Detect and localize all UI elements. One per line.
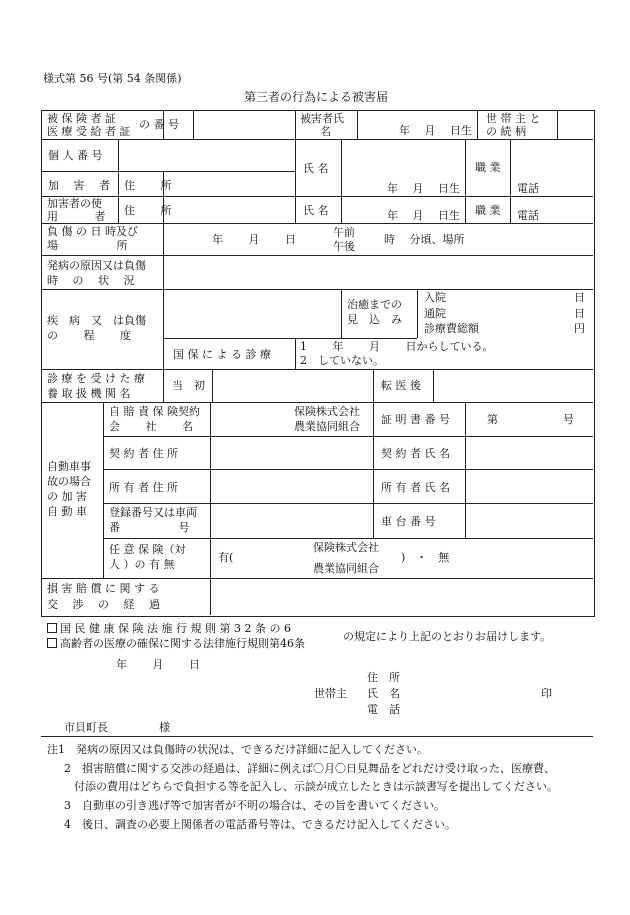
submission-statement: の規定により上記のとおりお届けします。 [343, 630, 552, 643]
nhi-treatment-label: 国 保 に よ る 診 療 [173, 348, 271, 361]
transfer-label: 転 医 後 [381, 379, 421, 392]
employer-job-label: 職 業 [475, 204, 501, 217]
insured-card-label: 被 保 険 者 証 [47, 112, 116, 125]
law-option-1: 国 民 健 康 保 険 法 施 行 規 則 第 3 2 条 の 6 [47, 622, 291, 635]
auto-accident-label-3: の 加 害 [47, 490, 87, 503]
note-3: 3 自動車の引き逃げ等で加害者が不明の場合は、その旨を書いてください。 [64, 799, 445, 812]
chassis-number-label: 車 台 番 号 [381, 515, 436, 528]
cert-dai: 第 [487, 413, 498, 426]
voluntary-insurance-label: 任 意 保 険（対 [109, 543, 186, 556]
auto-accident-label: 自動車事 [47, 460, 91, 473]
am-label: 午前 [333, 226, 355, 239]
liability-insurer-label: 自 賠 責 保 険契約 [109, 405, 200, 418]
employer-address-label: 住 所 [124, 204, 172, 217]
householder-tel-label: 電 話 [367, 703, 400, 716]
insurance-company-suffix: 保険株式会社 [294, 405, 360, 418]
medical-card-label: 医 療 受 給 者 証 [47, 125, 131, 138]
seal-mark: 印 [541, 687, 552, 700]
severity-label-2: の 程 度 [47, 329, 131, 342]
note-1: 注1 発病の原因又は負傷時の状況は、できるだけ詳細に記入してください。 [47, 743, 428, 756]
offender-label: 加 害 者 [48, 179, 110, 192]
contractor-name-label: 契 約 者 氏 名 [381, 447, 450, 460]
inpatient-label: 入院 [424, 291, 446, 304]
employer-label-2: 用 者 [47, 210, 106, 223]
form-number: 様式第 56 号(第 54 条関係) [43, 72, 182, 85]
nhi-option-1: 1 年 月 日からしている。 [300, 340, 494, 353]
day-unit: 日 [574, 291, 585, 304]
offender-tel-label: 電話 [517, 182, 539, 195]
note-2: 2 損害賠償に関する交渉の経過は、詳細に例えば〇月〇日見舞品をどれだけ受け取った、医療費、 [64, 762, 555, 775]
row-divider [103, 538, 593, 539]
employer-tel-label: 電話 [517, 209, 539, 222]
row-divider [103, 503, 593, 504]
cause-label-2: 時 の 状 況 [47, 274, 135, 287]
relation-label: 世 帯 主 と [486, 112, 541, 125]
honorific: 様 [159, 721, 170, 734]
agri-coop-suffix: 農業協同組合 [294, 420, 360, 433]
pm-label: 午後 [333, 240, 355, 253]
nhi-option-2: 2 していない。 [300, 354, 384, 367]
outpatient-label: 通院 [424, 307, 446, 320]
liability-insurer-label-2: 会 社 名 [109, 420, 193, 433]
row-divider [103, 436, 593, 437]
householder-address-label: 住 所 [367, 671, 400, 684]
offender-address-label: 住 所 [124, 179, 172, 192]
householder-name-label: 氏 名 [367, 687, 400, 700]
employer-name-label: 氏 名 [303, 204, 329, 217]
row-divider [41, 255, 593, 256]
note-2-cont: 付添の費用はどちらで負担する等を記入し、示談が成立したときは示談書写を提出してください。 [74, 780, 558, 793]
healing-label-2: 見 込 み [347, 313, 402, 326]
checkbox[interactable] [47, 638, 57, 648]
submission-date: 年 月 日 [116, 658, 200, 671]
yen-unit: 円 [574, 322, 585, 335]
row-divider [41, 223, 593, 224]
mayor-addressee: 市貝町長 [64, 721, 108, 734]
injury-place-label: 場 所 [47, 239, 128, 252]
victim-name-label-2: 名 [320, 125, 331, 138]
injury-datetime-label: 負 傷 の 日 時及び [47, 225, 138, 238]
employer-birth: 年 月 日生 [387, 209, 460, 222]
damages-label-2: 交 渉 の 経 過 [47, 598, 160, 611]
row-divider [103, 469, 593, 470]
row-divider [41, 171, 295, 172]
row-divider [41, 289, 593, 290]
victim-name-label: 被害者氏 [300, 112, 344, 125]
day-unit: 日 [574, 307, 585, 320]
contractor-address-label: 契 約 者 住 所 [109, 447, 178, 460]
damages-label: 損 害 賠 償 に 関 す る [47, 582, 160, 595]
row-divider [163, 338, 417, 339]
first-institution-label: 当 初 [172, 379, 205, 392]
owner-name-label: 所 有 者 氏 名 [381, 481, 450, 494]
healing-label: 治癒までの [347, 298, 402, 311]
voluntary-insurance-label-2: 人 ）の 有 無 [109, 558, 175, 571]
cert-go: 号 [563, 413, 574, 426]
voluntary-no: ) ・ 無 [401, 551, 450, 564]
offender-name-label: 氏 名 [303, 162, 329, 175]
employer-label: 加害者の使 [47, 197, 102, 210]
voluntary-coop-suffix: 農業協同組合 [313, 562, 379, 575]
institution-label: 診 療 を 受 け た 療 [47, 372, 145, 385]
total-fee-label: 診療費総額 [424, 322, 479, 335]
householder-label: 世帯主 [314, 687, 347, 700]
institution-label-2: 養 取 扱 機 関 名 [47, 387, 131, 400]
auto-accident-label-2: 故の場合 [47, 475, 91, 488]
footer-divider [41, 736, 593, 737]
law-option-2: 高齢者の医療の確保に関する法律施行規則第46条 [47, 637, 305, 650]
number-label: の 番 号 [139, 118, 179, 131]
offender-birth: 年 月 日生 [387, 182, 460, 195]
voluntary-yes: 有( [218, 551, 234, 564]
registration-number-label: 登録番号又は車両 [109, 506, 197, 519]
offender-job-label: 職 業 [475, 161, 501, 174]
relation-label-2: の 続 柄 [486, 125, 526, 138]
form-title: 第三者の行為による被害届 [244, 90, 389, 104]
injury-time-place: 時 分頃、場所 [384, 233, 465, 246]
auto-accident-label-4: 自 動 車 [47, 505, 87, 518]
checkbox[interactable] [47, 623, 57, 633]
personal-number-label: 個 人 番 号 [48, 149, 103, 162]
row-divider [41, 578, 593, 579]
severity-label: 疾 病 又 は負傷 [47, 314, 146, 327]
injury-date: 年 月 日 [212, 233, 296, 246]
voluntary-insurer-suffix: 保険株式会社 [313, 541, 379, 554]
victim-birth: 年 月 日生 [399, 124, 472, 137]
certificate-number-label: 証 明 書 番 号 [381, 413, 450, 426]
owner-address-label: 所 有 者 住 所 [109, 481, 178, 494]
row-divider [41, 402, 593, 403]
cause-label: 発病の原因又は負傷 [47, 259, 146, 272]
row-divider [41, 369, 593, 370]
note-4: 4 後日、調査の必要上関係者の電話番号等は、できるだけ記入してください。 [64, 818, 456, 831]
registration-number-label-2: 番 号 [109, 521, 190, 534]
